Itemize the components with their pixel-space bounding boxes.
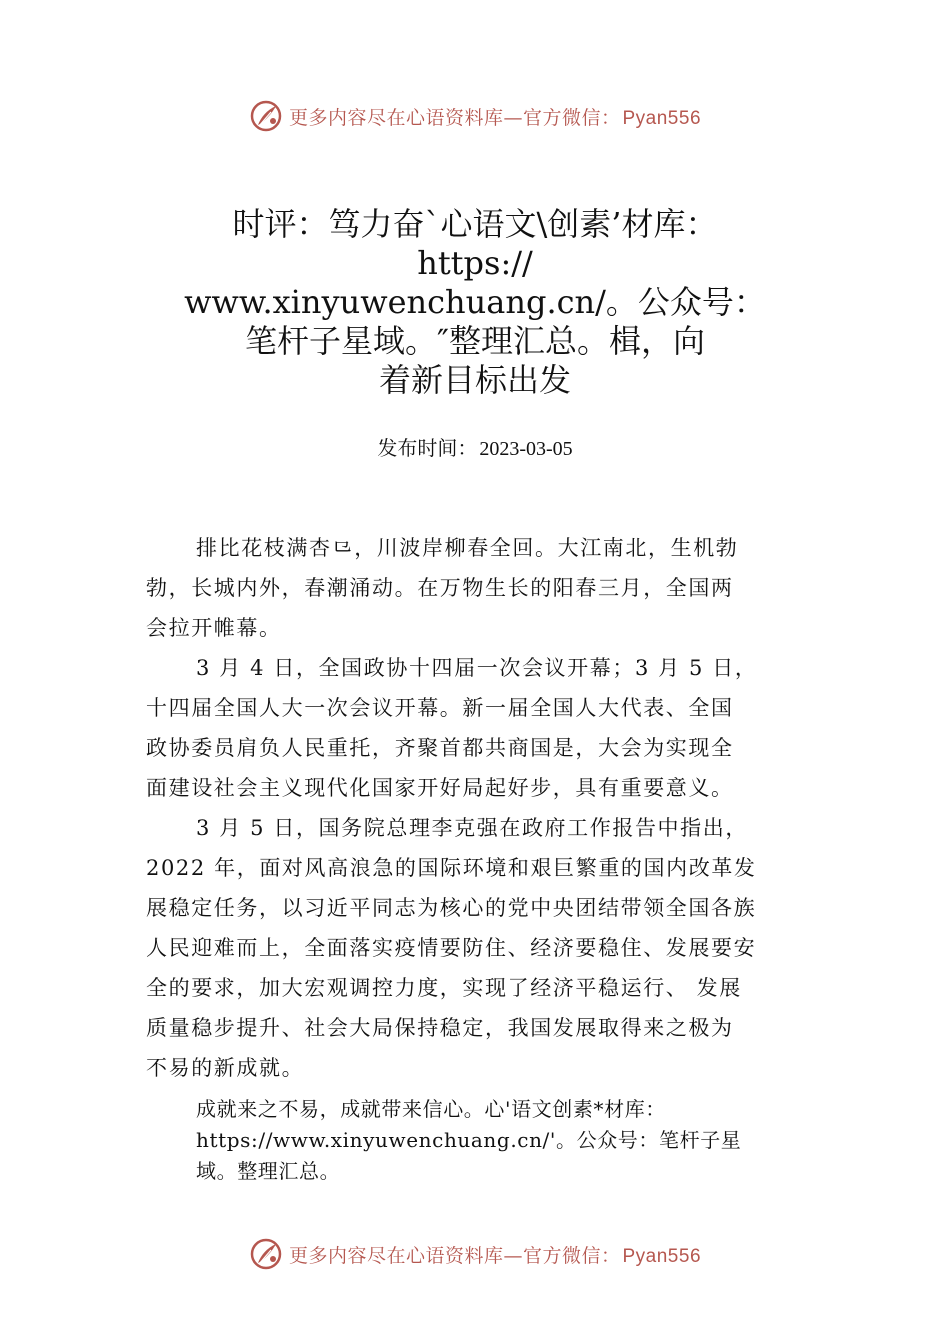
paragraph-line: 展稳定任务，以习近平同志为核心的党中央团结带领全国各族 — [146, 896, 757, 920]
feather-pen-logo-icon — [249, 1237, 283, 1271]
paragraph-line: 全的要求，加大宏观调控力度，实现了经济平稳运行、 发展 — [146, 976, 742, 1000]
paragraph-line: 十四届全国人大一次会议开幕。新一届全国人大代表、全国 — [146, 696, 734, 720]
title-line: 笔杆子星域。″整理汇总。楫，向 — [245, 322, 705, 360]
banner-account: Pyan556 — [622, 107, 702, 129]
article-body — [146, 528, 822, 1088]
note-line: 成就来之不易，成就带来信心。心'语文创素*材库： — [196, 1097, 666, 1121]
paragraph — [146, 808, 822, 1088]
paragraph-line: 面建设社会主义现代化国家开好局起好步，具有重要意义。 — [146, 776, 734, 800]
banner-label: 更多内容尽在心语资料库—官方微信： — [288, 1244, 621, 1267]
title-line: 着新目标出发 — [378, 361, 571, 399]
banner-label: 更多内容尽在心语资料库—官方微信： — [288, 106, 621, 129]
note-line: https://www.xinyuwenchuang.cn/'。公众号：笔杆子星 — [196, 1128, 742, 1152]
paragraph-line: 2022 年，面对风高浪急的国际环境和艰巨繁重的国内改革发 — [146, 856, 757, 880]
paragraph-line: 政协委员肩负人民重托，齐聚首都共商国是，大会为实现全 — [146, 736, 734, 760]
article-title — [140, 205, 810, 400]
paragraph-line: 勃，长城内外，春潮涌动。在万物生长的阳春三月，全国两 — [146, 576, 734, 600]
paragraph — [146, 528, 822, 648]
feather-pen-logo-icon — [249, 99, 283, 133]
header-banner — [0, 96, 950, 136]
paragraph-line: 不易的新成就。 — [146, 1056, 305, 1080]
paragraph-line: 3 月 4 日，全国政协十四届一次会议开幕；3 月 5 日， — [196, 656, 758, 680]
title-line: www.xinyuwenchuang.cn/。公众号： — [184, 283, 766, 321]
title-line: 时评：笃力奋`心语文\创素’材库： — [232, 205, 718, 243]
paragraph-line: 质量稳步提升、社会大局保持稳定，我国发展取得来之极为 — [146, 1016, 734, 1040]
banner-account: Pyan556 — [622, 1245, 702, 1267]
paragraph-line: 3 月 5 日，国务院总理李克强在政府工作报告中指出， — [196, 816, 748, 840]
paragraph — [146, 648, 822, 808]
banner-text — [289, 103, 701, 130]
banner-text — [289, 1241, 701, 1268]
publish-date-value: 2023-03-05 — [479, 438, 573, 460]
paragraph-line: 人民迎难而上，全面落实疫情要防住、经济要稳住、发展要安 — [146, 936, 757, 960]
note-line: 域。整理汇总。 — [196, 1159, 341, 1183]
paragraph-line: 排比花枝满杏⺋，川波岸柳春全回。大江南北，生机勃 — [196, 536, 739, 560]
paragraph-line: 会拉开帷幕。 — [146, 616, 282, 640]
title-line: https:// — [417, 244, 533, 282]
footer-banner — [0, 1234, 950, 1274]
publish-date-label: 发布时间： — [377, 436, 478, 460]
publish-date — [0, 432, 950, 461]
source-note — [196, 1094, 836, 1187]
